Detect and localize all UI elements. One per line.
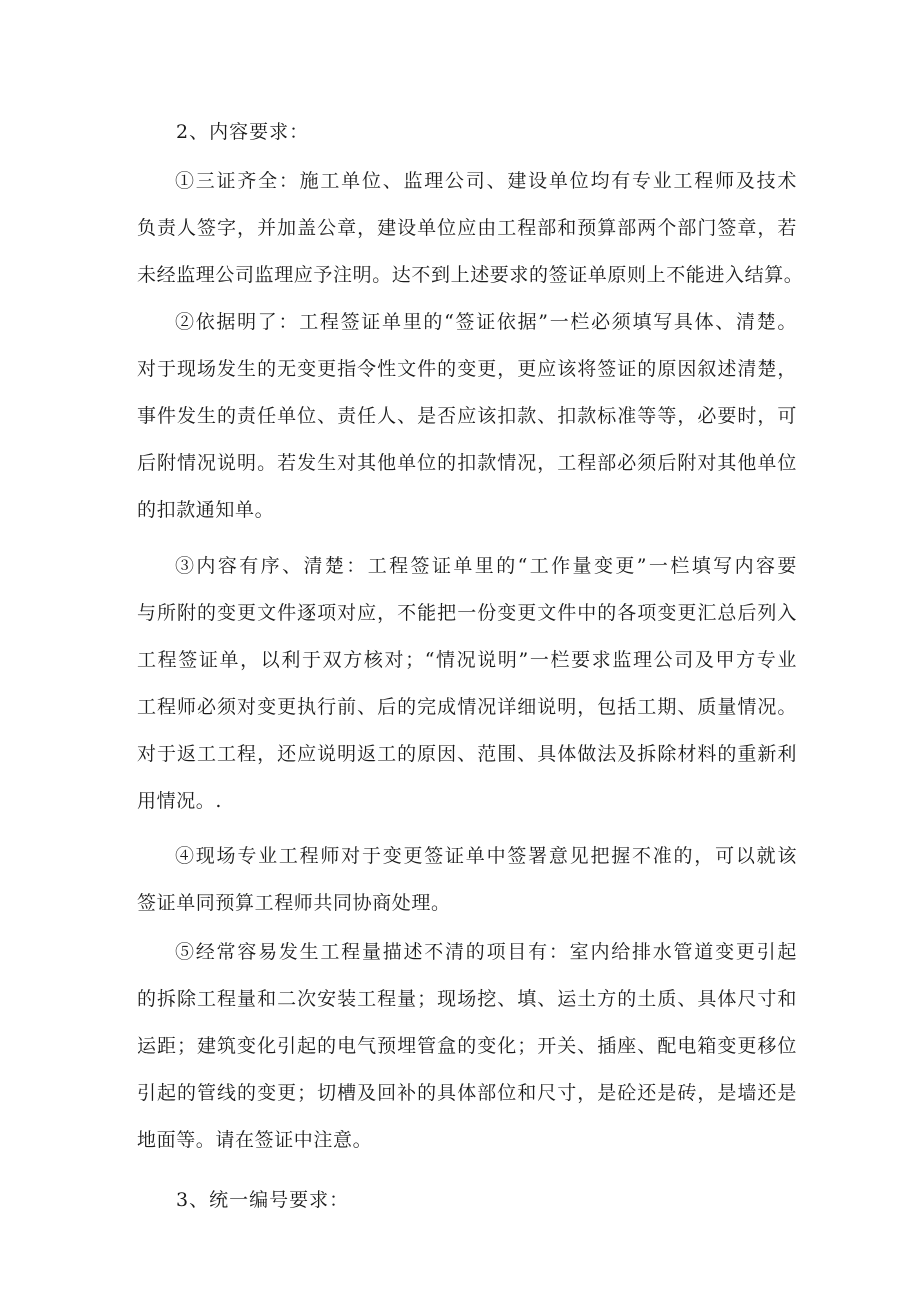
- paragraph-line: 与所附的变更文件逐项对应，不能把一份变更文件中的各项变更汇总后列入: [137, 602, 797, 624]
- paragraph-line: ⑤经常容易发生工程量描述不清的项目有：室内给排水管道变更引起: [175, 941, 797, 963]
- paragraph-line: ①三证齐全：施工单位、监理公司、建设单位均有专业工程师及技术: [175, 170, 797, 192]
- paragraph-line: 的拆除工程量和二次安装工程量；现场挖、填、运土方的土质、具体尺寸和: [137, 988, 797, 1010]
- paragraph-site-engineer: [137, 833, 797, 927]
- paragraph-line: 对于返工工程，还应说明返工的原因、范围、具体做法及拆除材料的重新利: [137, 743, 797, 765]
- paragraph-three-certificates: [137, 158, 804, 299]
- paragraph-line: 对于现场发生的无变更指令性文件的变更，更应该将签证的原因叙述清楚，: [137, 358, 797, 380]
- paragraph-line: ④现场专业工程师对于变更签证单中签署意见把握不准的，可以就该: [175, 845, 797, 867]
- paragraph-line: 签证单同预算工程师共同协商处理。: [137, 892, 451, 914]
- paragraph-line: 工程师必须对变更执行前、后的完成情况详细说明，包括工期、质量情况。: [137, 696, 797, 718]
- paragraph-line: ②依据明了：工程签证单里的“签证依据”一栏必须填写具体、清楚。: [175, 311, 797, 333]
- paragraph-line: 的扣款通知单。: [137, 499, 275, 521]
- paragraph-line: 事件发生的责任单位、责任人、是否应该扣款、扣款标准等等，必要时，可: [137, 405, 797, 427]
- paragraph-line: ③内容有序、清楚：工程签证单里的“工作量变更”一栏填写内容要: [175, 555, 797, 577]
- paragraph-line: 未经监理公司监理应予注明。达不到上述要求的签证单原则上不能进入结算。: [137, 264, 804, 286]
- paragraph-line: 后附情况说明。若发生对其他单位的扣款情况，工程部必须后附对其他单位: [137, 452, 797, 474]
- paragraph-line: 用情况。.: [137, 790, 223, 812]
- paragraph-line: 地面等。请在签证中注意。: [137, 1129, 373, 1151]
- paragraph-line: 工程签证单，以利于双方核对；“情况说明”一栏要求监理公司及甲方专业: [137, 649, 797, 671]
- paragraph-orderly-content: [137, 543, 797, 825]
- section-heading-content-requirements: 2、内容要求：: [176, 121, 310, 143]
- paragraph-clear-basis: [137, 299, 797, 534]
- paragraph-line: 运距；建筑变化引起的电气预埋管盒的变化；开关、插座、配电箱变更移位: [137, 1035, 797, 1057]
- section-heading-numbering-requirements: 3、统一编号要求：: [176, 1189, 350, 1211]
- paragraph-line: 引起的管线的变更；切槽及回补的具体部位和尺寸，是砼还是砖，是墙还是: [137, 1082, 797, 1104]
- paragraph-common-unclear-items: [137, 929, 797, 1164]
- paragraph-line: 负责人签字，并加盖公章，建设单位应由工程部和预算部两个部门签章，若: [137, 217, 797, 239]
